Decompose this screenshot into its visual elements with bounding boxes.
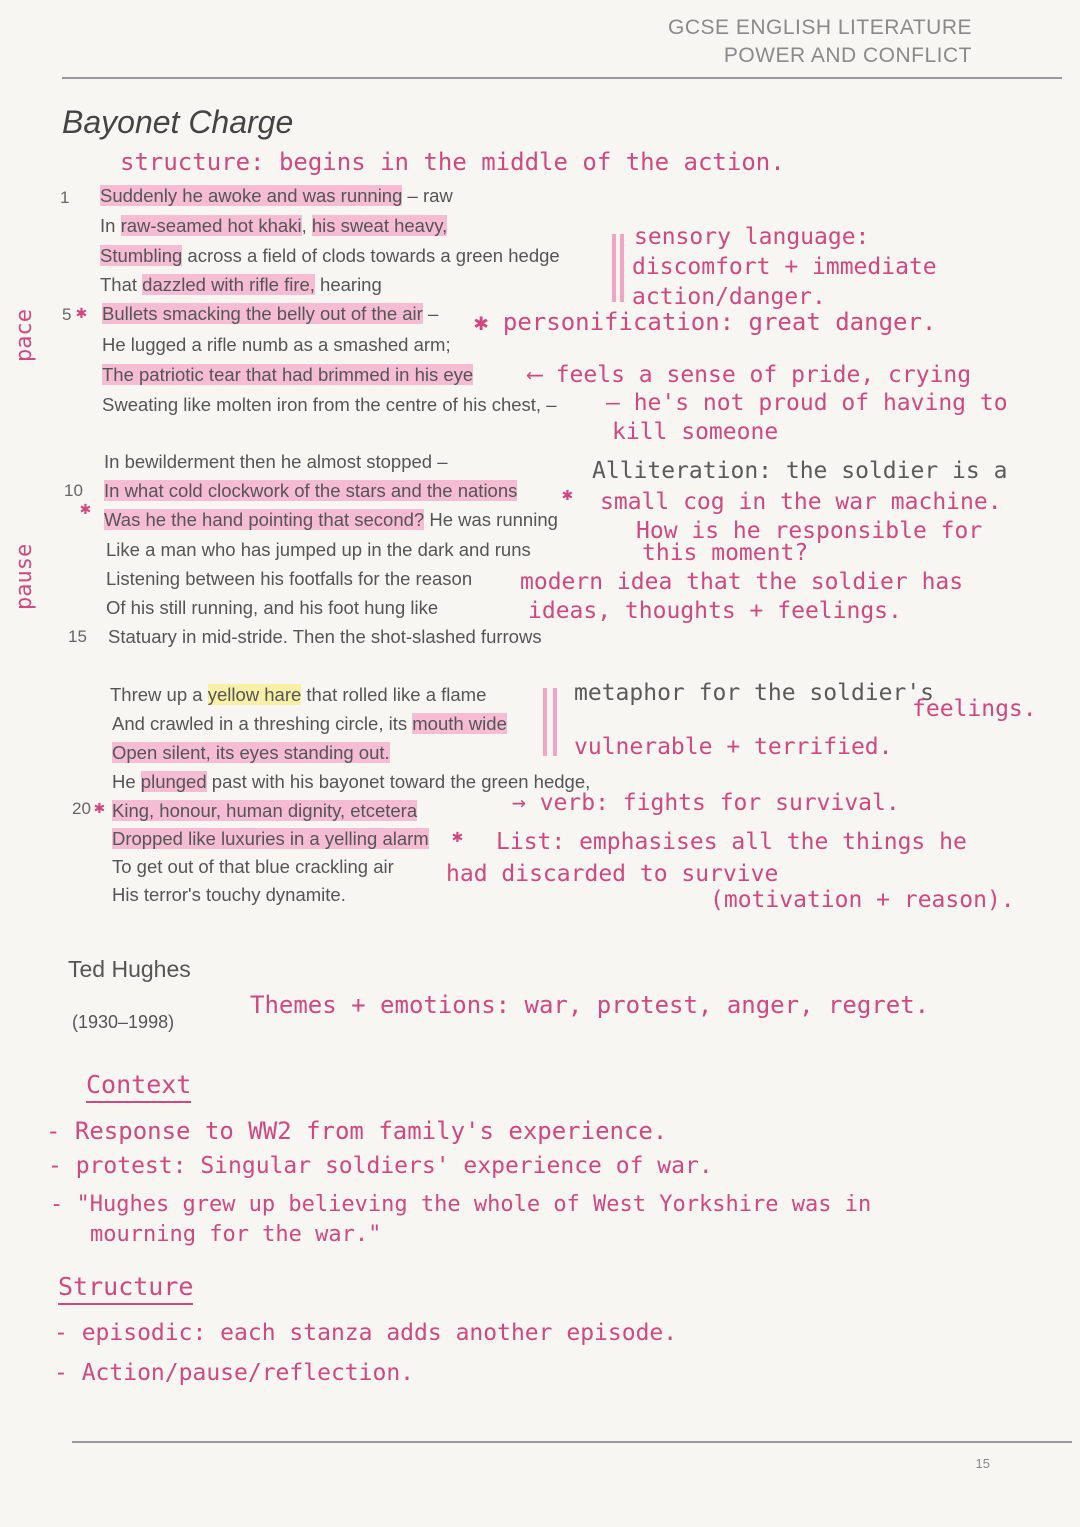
poem-line: [102, 303, 438, 325]
annotation-bar: [620, 234, 624, 302]
header-line-1: GCSE ENGLISH LITERATURE: [667, 16, 972, 39]
poem-line: Sweating like molten iron from the centre of his chest, –: [102, 394, 557, 415]
line-number-10: 10: [64, 481, 83, 500]
line-number-20: 20: [72, 799, 91, 818]
text: ,: [301, 215, 312, 236]
text: across a field of clods towards a green hedge: [182, 245, 560, 266]
poem-line: Like a man who has jumped up in the dark and runs: [106, 539, 531, 560]
context-item: - "Hughes grew up believing the whole of West Yorkshire was in: [50, 1192, 872, 1217]
structure-note: structure: begins in the middle of the action.: [120, 148, 785, 176]
text: And crawled in a threshing circle, its: [112, 713, 413, 734]
highlight: Dropped like luxuries in a yelling alarm: [112, 828, 429, 849]
structure-heading: [58, 1272, 193, 1301]
annotation-list-1: List: emphasises all the things he: [496, 829, 967, 855]
annotation-modern-2: ideas, thoughts + feelings.: [528, 598, 902, 624]
margin-label-pause: pause: [12, 543, 37, 610]
star-marker: ✱: [76, 302, 87, 323]
margin-label-pace: pace: [12, 309, 37, 362]
poem-line: To get out of that blue crackling air: [112, 856, 394, 877]
poem-line: [104, 480, 517, 502]
highlight: The patriotic tear that had brimmed in his eye: [102, 364, 474, 385]
context-item: - Response to WW2 from family's experience.: [46, 1117, 668, 1145]
header-line-2: POWER AND CONFLICT: [723, 44, 972, 67]
highlight: Stumbling: [100, 245, 183, 266]
annotation-alliteration-1: Alliteration: the soldier is a: [592, 458, 1008, 484]
annotation-sensory-1: sensory language:: [634, 224, 870, 250]
poem-line: [112, 800, 417, 822]
annotation-personification: ✱ personification: great danger.: [474, 308, 937, 336]
annotation-bar: [543, 688, 547, 756]
poem-line: [100, 245, 560, 267]
star-marker: ✱: [80, 498, 91, 519]
text: In: [100, 215, 121, 236]
line-number-5: 5: [62, 305, 72, 324]
poem-line: His terror's touchy dynamite.: [112, 884, 346, 905]
page-header: [668, 14, 972, 70]
poem-line: [100, 215, 447, 237]
line-number-15: 15: [68, 627, 87, 646]
context-item: - protest: Singular soldiers' experience of war.: [48, 1153, 713, 1179]
poet-name: Ted Hughes: [68, 956, 191, 982]
poet-dates: (1930–1998): [72, 1012, 175, 1032]
context-item-cont: mourning for the war.": [90, 1222, 382, 1247]
page-number: 15: [975, 1456, 990, 1471]
text: –: [422, 303, 439, 324]
context-heading-text: Context: [86, 1070, 191, 1103]
structure-item: - episodic: each stanza adds another episode.: [54, 1320, 678, 1346]
poem-title: Bayonet Charge: [62, 104, 294, 140]
poem-line: Statuary in mid-stride. Then the shot-slashed furrows: [108, 626, 542, 647]
poem-line: [100, 185, 453, 207]
structure-heading-text: Structure: [58, 1272, 193, 1305]
poem-line: Of his still running, and his foot hung like: [106, 597, 439, 618]
highlight: plunged: [140, 771, 207, 792]
text: Threw up a: [110, 684, 208, 705]
poem-line: [100, 274, 382, 296]
header-rule: [62, 77, 1062, 79]
annotation-alliteration-3: How is he responsible for: [636, 518, 983, 544]
text: – raw: [402, 185, 453, 206]
poem-line: Listening between his footfalls for the reason: [106, 568, 473, 589]
highlight: King, honour, human dignity, etcetera: [112, 800, 418, 821]
poem-line: [104, 509, 558, 531]
annotation-metaphor-3: vulnerable + terrified.: [574, 734, 893, 760]
annotation-metaphor-1: metaphor for the soldier's: [574, 680, 935, 706]
highlight: dazzled with rifle fire,: [142, 274, 315, 295]
highlight: In what cold clockwork of the stars and the nations: [104, 480, 518, 501]
text: that rolled like a flame: [301, 684, 487, 705]
annotation-alliteration-4: this moment?: [642, 540, 809, 566]
context-heading: [86, 1070, 191, 1099]
annotation-bar: [553, 688, 557, 756]
star-marker: ✱: [562, 484, 573, 505]
highlight: his sweat heavy,: [311, 215, 448, 236]
poem-line: [112, 742, 390, 764]
line-number-1: 1: [60, 188, 70, 207]
annotation-sensory-3: action/danger.: [632, 284, 826, 310]
structure-item: - Action/pause/reflection.: [54, 1360, 415, 1386]
footer-rule: [72, 1441, 1072, 1443]
annotation-pride-3: kill someone: [612, 419, 779, 445]
poem-line: [112, 828, 429, 850]
annotation-list-2: had discarded to survive: [446, 861, 779, 887]
highlight: Suddenly he awoke and was running: [100, 185, 403, 206]
highlight: yellow hare: [207, 684, 302, 705]
annotation-bar: [612, 234, 616, 302]
star-marker: ✱: [94, 797, 105, 818]
text: That: [100, 274, 143, 295]
text: He: [112, 771, 141, 792]
annotation-sensory-2: discomfort + immediate: [632, 254, 937, 280]
text: He was running: [424, 509, 558, 530]
highlight: Was he the hand pointing that second?: [104, 509, 425, 530]
text: hearing: [314, 274, 382, 295]
poem-line: [110, 684, 486, 706]
poem-line: In bewilderment then he almost stopped –: [104, 451, 448, 472]
annotation-modern-1: modern idea that the soldier has: [520, 569, 964, 595]
highlight: Bullets smacking the belly out of the air: [102, 303, 423, 324]
star-marker: ✱: [452, 826, 463, 847]
poem-line: He lugged a rifle numb as a smashed arm;: [102, 334, 451, 355]
annotation-pride-2: – he's not proud of having to: [606, 390, 1008, 416]
poem-line: [112, 713, 507, 735]
annotation-alliteration-2: small cog in the war machine.: [600, 489, 1002, 515]
highlight: mouth wide: [412, 713, 507, 734]
annotation-verb: → verb: fights for survival.: [512, 790, 900, 816]
annotation-metaphor-2: feelings.: [912, 696, 1037, 722]
highlight: Open silent, its eyes standing out.: [112, 742, 390, 763]
highlight: raw-seamed hot khaki: [120, 215, 302, 236]
themes-note: Themes + emotions: war, protest, anger, regret.: [250, 991, 930, 1019]
annotation-list-3: (motivation + reason).: [710, 887, 1015, 913]
annotation-pride-1: ⟵ feels a sense of pride, crying: [528, 362, 972, 388]
text: past with his bayonet toward the green hedge,: [206, 771, 591, 792]
poem-line: [102, 364, 473, 386]
